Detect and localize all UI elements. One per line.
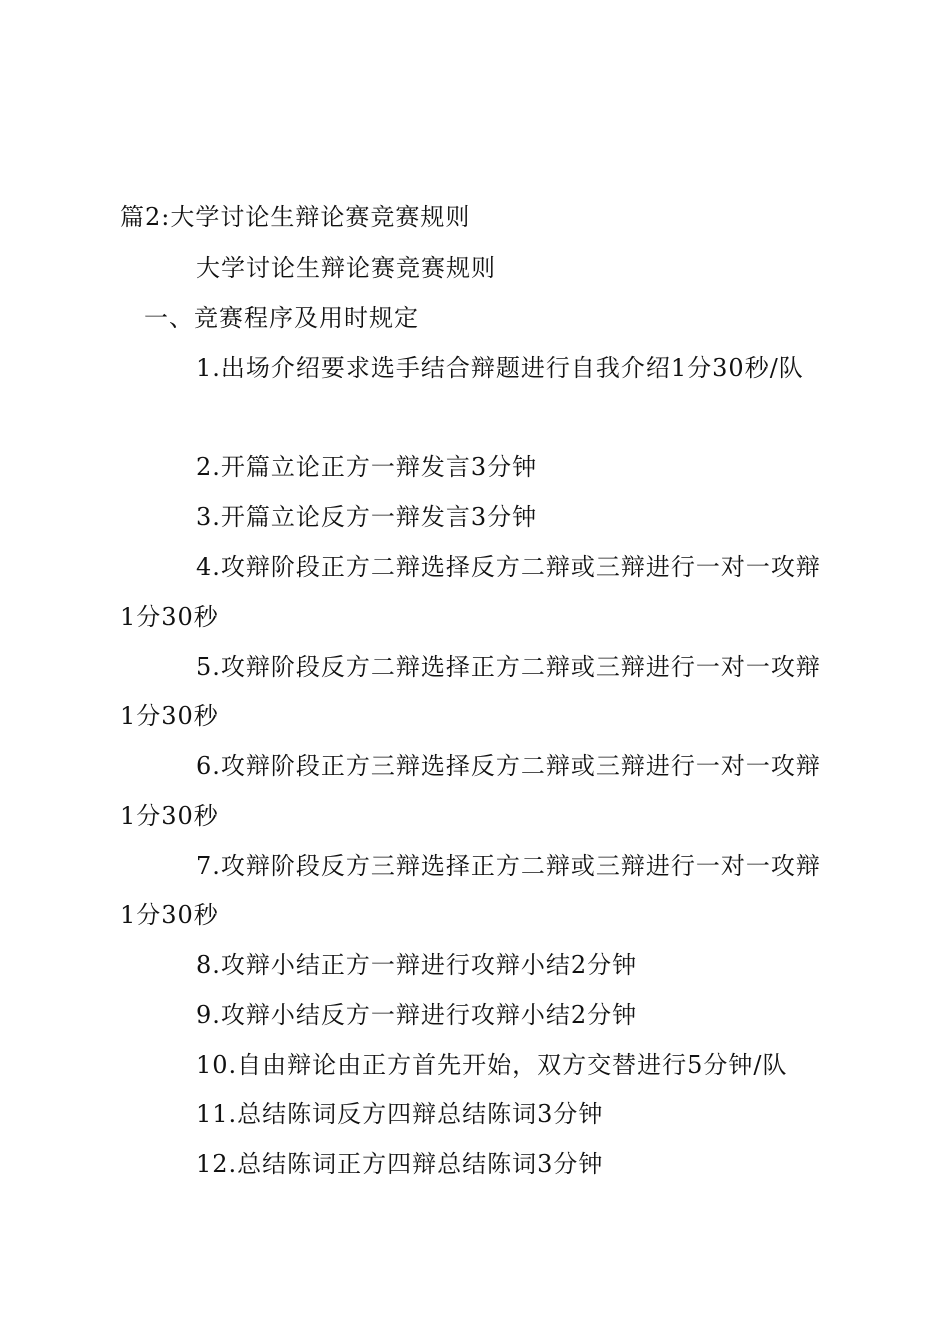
document-heading: 篇2:大学讨论生辩论赛竞赛规则 [120,203,471,231]
rule-item-5: 5.攻辩阶段反方二辩选择正方二辩或三辩进行一对一攻辩 [196,653,821,681]
rule-item-1: 1.出场介绍要求选手结合辩题进行自我介绍1分30秒/队 [196,354,804,382]
rule-item-9: 9.攻辩小结反方一辩进行攻辩小结2分钟 [196,1001,638,1029]
rule-item-8: 8.攻辩小结正方一辩进行攻辩小结2分钟 [196,951,638,979]
rule-item-10: 10.自由辩论由正方首先开始，双方交替进行5分钟/队 [196,1051,788,1079]
rule-item-11: 11.总结陈词反方四辩总结陈词3分钟 [196,1100,604,1128]
rule-item-7: 7.攻辩阶段反方三辩选择正方二辩或三辩进行一对一攻辩 [196,852,821,880]
rule-item-6: 6.攻辩阶段正方三辩选择反方二辩或三辩进行一对一攻辩 [196,752,821,780]
rule-item-4: 4.攻辩阶段正方二辩选择反方二辩或三辩进行一对一攻辩 [196,553,821,581]
rule-item-5-continuation: 1分30秒 [120,702,219,730]
rule-item-12: 12.总结陈词正方四辩总结陈词3分钟 [196,1150,604,1178]
section-heading: 一、竞赛程序及用时规定 [144,304,419,332]
rule-item-7-continuation: 1分30秒 [120,901,219,929]
rule-item-4-continuation: 1分30秒 [120,603,219,631]
rule-item-6-continuation: 1分30秒 [120,802,219,830]
document-title: 大学讨论生辩论赛竞赛规则 [196,254,496,282]
rule-item-2: 2.开篇立论正方一辩发言3分钟 [196,453,538,481]
rule-item-3: 3.开篇立论反方一辩发言3分钟 [196,503,538,531]
